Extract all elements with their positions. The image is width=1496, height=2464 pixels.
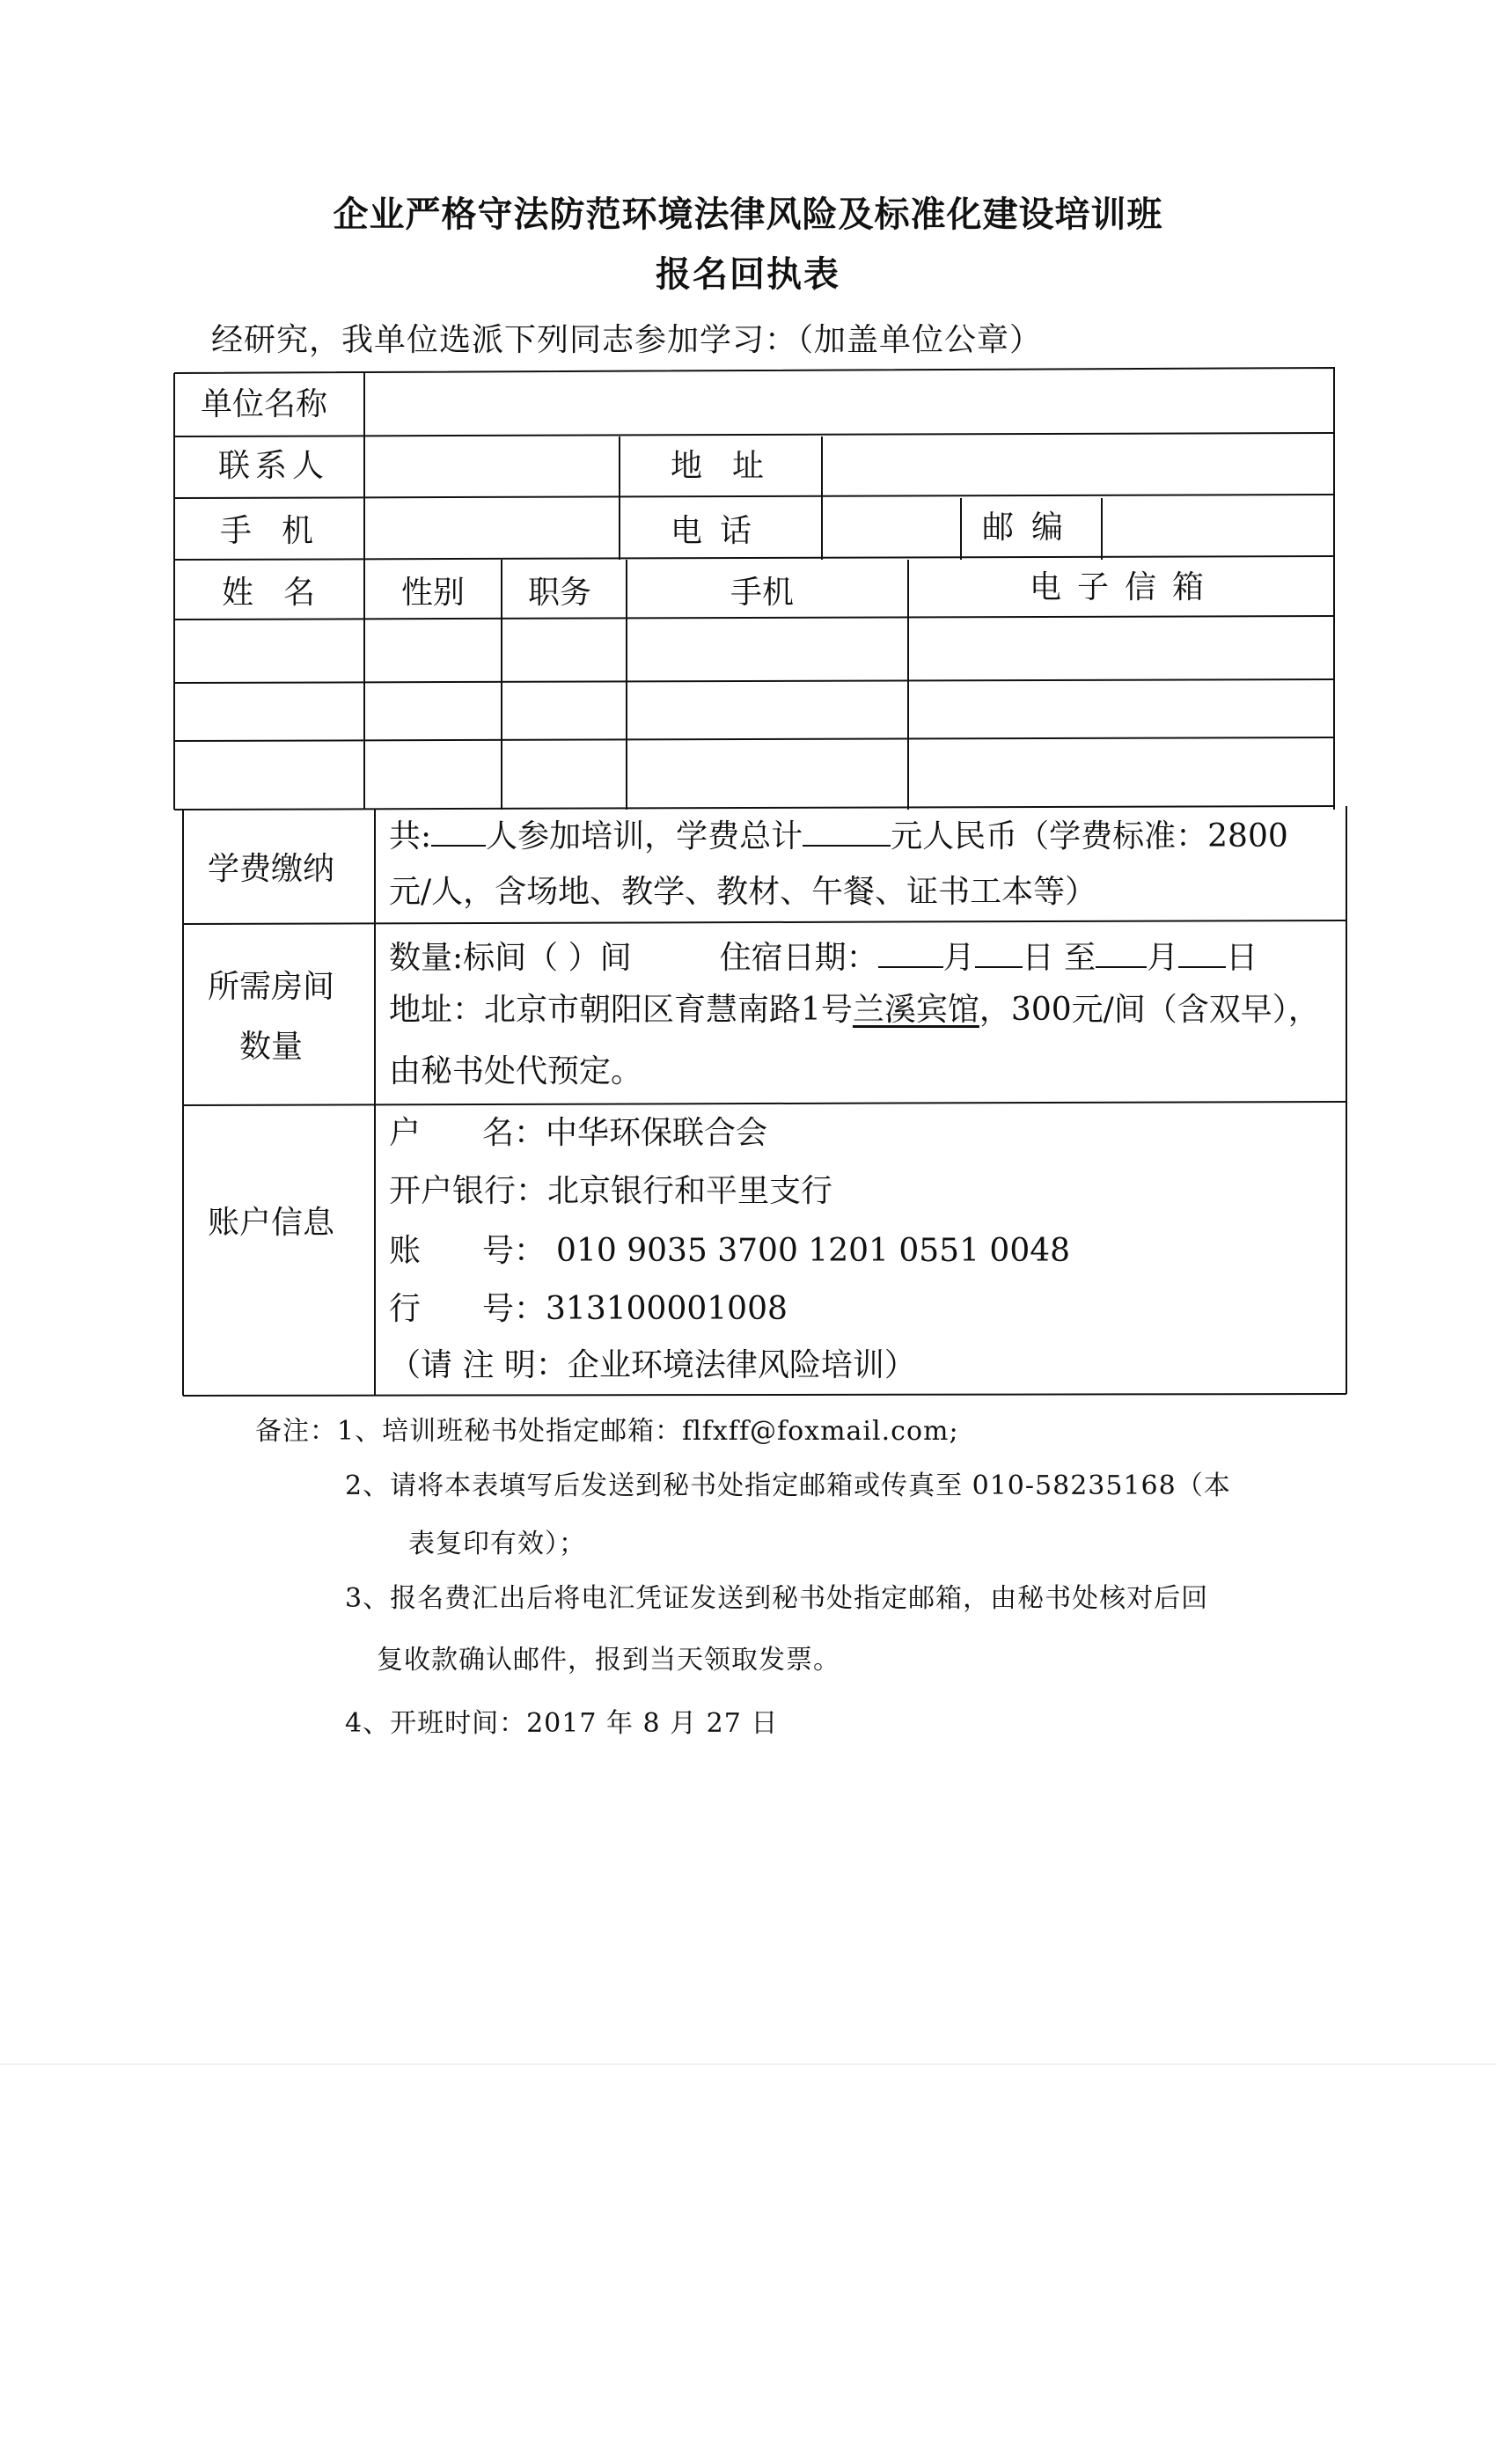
address-label: 地址	[671, 448, 795, 484]
day-text-2: 日	[1226, 940, 1258, 976]
bank-code-row	[389, 1291, 788, 1327]
hotel-address: 地址：北京市朝阳区育慧南路1号	[389, 992, 853, 1028]
stay-to-month-blank	[1096, 940, 1147, 968]
hotel-name: 兰溪宾馆	[852, 992, 979, 1028]
tuition-mid: 人参加培训，学费总计	[486, 818, 803, 854]
note-2-line1: 2、请将本表填写后发送到秘书处指定邮箱或传真至 010-58235168（本	[345, 1470, 1231, 1501]
room-qty: 数量:标间（ ）间	[389, 940, 632, 976]
intro-text: 经研究，我单位选派下列同志参加学习：（加盖单位公章）	[211, 322, 1043, 358]
phone-label: 电话	[671, 513, 770, 549]
acct-label-b: 号：	[482, 1233, 546, 1269]
bank-code: 313100001008	[546, 1291, 788, 1327]
tuition-total-blank	[803, 818, 891, 847]
mobile-label: 手机	[220, 513, 344, 549]
rooms-label-line1: 所需房间	[208, 969, 335, 1005]
column-header-position: 职务	[528, 575, 592, 611]
note-3-line2: 复收款确认邮件，报到当天领取发票。	[377, 1645, 840, 1676]
unit-name-label: 单位名称	[201, 386, 328, 422]
note-4: 4、开班时间：2017 年 8 月 27 日	[345, 1708, 779, 1739]
column-header-email: 电子信箱	[1030, 569, 1221, 605]
rooms-line1	[389, 940, 1258, 974]
form-subtitle: 报名回执表	[656, 253, 840, 295]
day-text: 日	[1022, 940, 1054, 976]
rooms-line2	[389, 994, 1320, 1026]
stay-from-month-blank	[878, 940, 943, 968]
column-header-mobile: 手机	[730, 575, 795, 611]
code-label-b: 号：	[482, 1291, 546, 1327]
acct-label-a: 账	[389, 1233, 422, 1269]
stay-from-day-blank	[975, 940, 1023, 968]
hotel-price: ，300元/间（含双早），	[979, 992, 1320, 1028]
postcode-label: 邮编	[982, 510, 1082, 546]
account-label: 账户信息	[208, 1205, 335, 1241]
to-text: 至	[1064, 940, 1096, 976]
bank-name: 北京银行和平里支行	[547, 1173, 833, 1209]
tuition-label: 学费缴纳	[208, 851, 335, 887]
month-text: 月	[942, 940, 975, 976]
rooms-label-line2: 数量	[239, 1029, 304, 1065]
column-header-name: 姓名	[222, 575, 346, 611]
account-holder: 中华环保联合会	[546, 1115, 768, 1151]
note-2-line2: 表复印有效）；	[408, 1529, 586, 1559]
note-1: 备注：1、培训班秘书处指定邮箱：flfxff@foxmail.com;	[255, 1416, 959, 1447]
rooms-line3: 由秘书处代预定。	[389, 1053, 643, 1089]
month-text-2: 月	[1147, 940, 1179, 976]
tuition-suffix: 元人民币（学费标准：2800	[891, 818, 1288, 854]
tuition-prefix: 共:	[389, 818, 432, 854]
holder-label-a: 户	[389, 1115, 422, 1151]
account-number: 010 9035 3700 1201 0551 0048	[556, 1233, 1071, 1269]
note-3-line1: 3、报名费汇出后将电汇凭证发送到秘书处指定邮箱，由秘书处核对后回	[345, 1583, 1209, 1614]
tuition-line1	[389, 818, 1288, 853]
column-header-gender: 性别	[401, 575, 466, 611]
payment-note: （请 注 明：企业环境法律风险培训）	[389, 1347, 916, 1383]
bank-label: 开户银行：	[389, 1173, 548, 1209]
stay-to-day-blank	[1178, 940, 1226, 968]
form-title: 企业严格守法防范环境法律风险及标准化建设培训班	[333, 194, 1163, 235]
account-number-row	[389, 1233, 1071, 1269]
participant-count-blank	[431, 818, 486, 847]
contact-label: 联系人	[218, 448, 330, 484]
code-label-a: 行	[389, 1291, 422, 1327]
holder-label-b: 名：	[482, 1115, 546, 1151]
account-holder-row	[389, 1115, 768, 1151]
bank-row	[389, 1173, 833, 1209]
tuition-line2: 元/人，含场地、教学、教材、午餐、证书工本等）	[389, 874, 1097, 910]
stay-date-label: 住宿日期：	[719, 940, 878, 976]
